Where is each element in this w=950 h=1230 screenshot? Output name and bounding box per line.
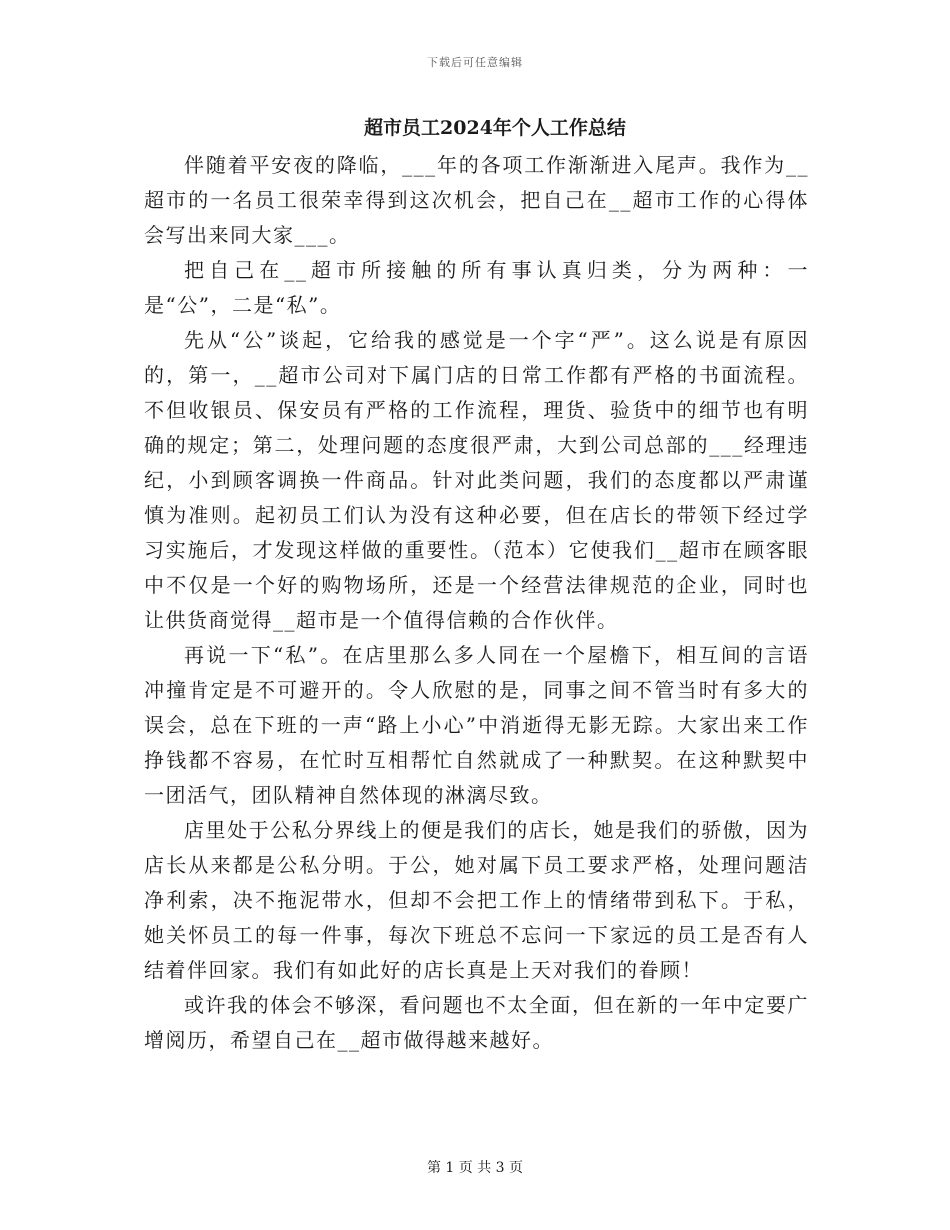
paragraph: 再说一下“私”。在店里那么多人同在一个屋檐下，相互间的言语冲撞肯定是不可避开的。令人欣慰的是，同事之间不管当时有多大的误会，总在下班的一声“路上小心”中消逝得无影无踪。大家出来工作挣钱都不容易，在忙时互相帮忙自然就成了一种默契。在这种默契中一团活气，团队精神自然体现的淋漓尽致。 xyxy=(144,643,809,807)
document-body xyxy=(144,148,809,1058)
paragraph: 把自己在__超市所接触的所有事认真归类，分为两种：一是“公”，二是“私”。 xyxy=(144,258,809,317)
paragraph: 或许我的体会不够深，看问题也不太全面，但在新的一年中定要广增阅历，希望自己在__超市做得越来越好。 xyxy=(144,993,809,1052)
header-note: 下载后可任意编辑 xyxy=(427,56,523,69)
document-title: 超市员工2024年个人工作总结 xyxy=(364,117,626,139)
paragraph: 店里处于公私分界线上的便是我们的店长，她是我们的骄傲，因为店长从来都是公私分明。于公，她对属下员工要求严格，处理问题洁净利索，决不拖泥带水，但却不会把工作上的情绪带到私下。于私，她关怀员工的每一件事，每次下班总不忘问一下家远的员工是否有人结着伴回家。我们有如此好的店长真是上天对我们的眷顾！ xyxy=(144,818,809,982)
paragraph: 先从“公”谈起，它给我的感觉是一个字“严”。这么说是有原因的，第一，__超市公司对下属门店的日常工作都有严格的书面流程。不但收银员、保安员有严格的工作流程，理货、验货中的细节也有明确的规定；第二，处理问题的态度很严肃，大到公司总部的___经理违纪，小到顾客调换一件商品。针对此类问题，我们的态度都以严肃谨慎为准则。起初员工们认为没有这种必要，但在店长的带领下经过学习实施后，才发现这样做的重要性。（范本）它使我们__超市在顾客眼中不仅是一个好的购物场所，还是一个经营法律规范的企业，同时也让供货商觉得__超市是一个值得信赖的合作伙伴。 xyxy=(144,328,809,632)
paragraph: 伴随着平安夜的降临，___年的各项工作渐渐进入尾声。我作为__超市的一名员工很荣幸得到这次机会，把自己在__超市工作的心得体会写出来同大家___。 xyxy=(144,153,809,247)
page-indicator: 第 1 页 共 3 页 xyxy=(426,1160,524,1176)
